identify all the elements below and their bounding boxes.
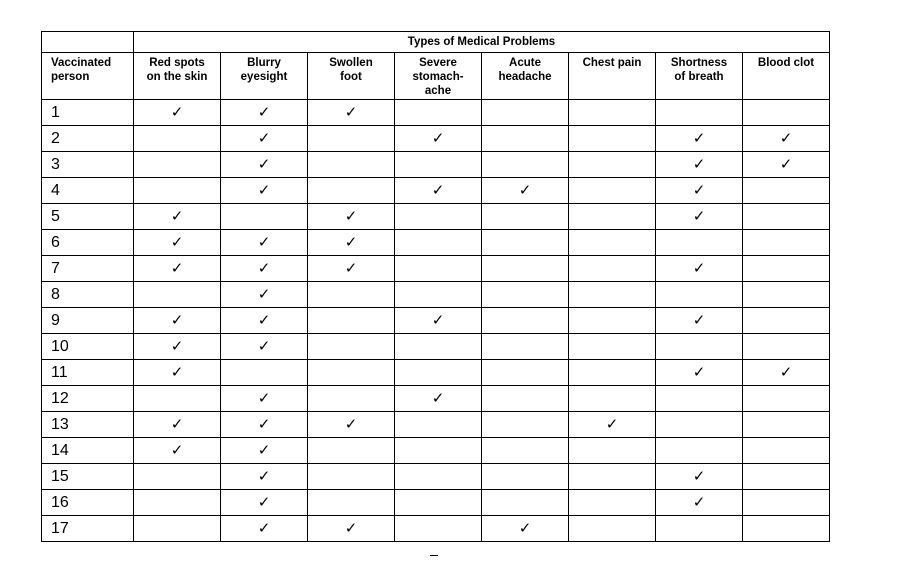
empty-cell [482, 308, 569, 334]
check-mark-icon: ✓ [257, 259, 271, 277]
empty-cell [482, 360, 569, 386]
empty-cell [569, 360, 656, 386]
empty-cell [308, 334, 395, 360]
person-number-cell: 1 [42, 100, 134, 126]
empty-cell [743, 334, 830, 360]
check-mark-cell [395, 386, 482, 412]
check-mark-icon: ✓ [257, 389, 271, 407]
check-mark-cell [221, 490, 308, 516]
empty-cell [395, 412, 482, 438]
empty-cell [569, 152, 656, 178]
empty-cell [743, 516, 830, 542]
empty-cell [656, 516, 743, 542]
person-number-cell: 12 [42, 386, 134, 412]
empty-cell [656, 438, 743, 464]
check-mark-cell [221, 230, 308, 256]
header-problem: Swollen foot [308, 53, 395, 100]
table-row [42, 178, 830, 204]
check-mark-icon: ✓ [692, 259, 706, 277]
empty-cell [221, 360, 308, 386]
check-mark-cell [395, 178, 482, 204]
empty-cell [308, 178, 395, 204]
check-mark-icon: ✓ [344, 519, 358, 537]
check-mark-cell [308, 100, 395, 126]
empty-cell [743, 386, 830, 412]
check-mark-icon: ✓ [257, 441, 271, 459]
empty-cell [743, 230, 830, 256]
person-number-cell: 10 [42, 334, 134, 360]
empty-cell [308, 282, 395, 308]
empty-cell [656, 230, 743, 256]
check-mark-cell [656, 256, 743, 282]
check-mark-cell [656, 308, 743, 334]
check-mark-cell [134, 334, 221, 360]
empty-cell [482, 204, 569, 230]
person-number-cell: 11 [42, 360, 134, 386]
person-number-cell: 2 [42, 126, 134, 152]
person-number-cell: 17 [42, 516, 134, 542]
empty-cell [308, 464, 395, 490]
check-mark-cell [743, 126, 830, 152]
check-mark-cell [134, 256, 221, 282]
table-row [42, 490, 830, 516]
check-mark-icon: ✓ [692, 467, 706, 485]
empty-cell [395, 230, 482, 256]
empty-cell [569, 204, 656, 230]
table-row [42, 100, 830, 126]
header-row [42, 53, 830, 100]
person-number-cell: 8 [42, 282, 134, 308]
check-mark-cell [656, 464, 743, 490]
empty-cell [743, 464, 830, 490]
empty-cell [482, 230, 569, 256]
empty-cell [395, 204, 482, 230]
person-number-cell: 13 [42, 412, 134, 438]
check-mark-cell [221, 438, 308, 464]
check-mark-cell [221, 464, 308, 490]
empty-cell [569, 464, 656, 490]
empty-cell [308, 152, 395, 178]
check-mark-cell [134, 438, 221, 464]
empty-cell [395, 100, 482, 126]
check-mark-icon: ✓ [692, 311, 706, 329]
person-number-cell: 9 [42, 308, 134, 334]
header-problem: Severe stomach- ache [395, 53, 482, 100]
check-mark-icon: ✓ [692, 363, 706, 381]
check-mark-icon: ✓ [257, 181, 271, 199]
person-number-cell: 3 [42, 152, 134, 178]
check-mark-icon: ✓ [344, 415, 358, 433]
check-mark-cell [221, 126, 308, 152]
check-mark-cell [134, 204, 221, 230]
check-mark-icon: ✓ [170, 441, 184, 459]
person-number-cell: 7 [42, 256, 134, 282]
check-mark-cell [221, 152, 308, 178]
check-mark-icon: ✓ [170, 259, 184, 277]
check-mark-cell [134, 360, 221, 386]
empty-cell [482, 282, 569, 308]
title-row [42, 32, 830, 53]
check-mark-cell [656, 490, 743, 516]
check-mark-cell [221, 334, 308, 360]
person-number-cell: 14 [42, 438, 134, 464]
empty-cell [134, 386, 221, 412]
empty-cell [395, 464, 482, 490]
empty-cell [743, 178, 830, 204]
check-mark-cell [221, 256, 308, 282]
person-number-cell: 5 [42, 204, 134, 230]
check-mark-icon: ✓ [431, 181, 445, 199]
check-mark-icon: ✓ [692, 207, 706, 225]
check-mark-cell [656, 204, 743, 230]
empty-cell [656, 282, 743, 308]
empty-cell [395, 360, 482, 386]
check-mark-cell [221, 308, 308, 334]
check-mark-icon: ✓ [257, 129, 271, 147]
check-mark-cell [134, 100, 221, 126]
empty-cell [569, 438, 656, 464]
check-mark-cell [656, 360, 743, 386]
empty-cell [395, 516, 482, 542]
check-mark-cell [134, 412, 221, 438]
check-mark-icon: ✓ [257, 519, 271, 537]
check-mark-cell [308, 412, 395, 438]
check-mark-icon: ✓ [518, 181, 532, 199]
empty-cell [569, 308, 656, 334]
check-mark-cell [134, 230, 221, 256]
empty-cell [134, 464, 221, 490]
header-vaccinated-person: Vaccinated person [42, 53, 134, 100]
header-problem: Red spots on the skin [134, 53, 221, 100]
check-mark-icon: ✓ [257, 155, 271, 173]
check-mark-icon: ✓ [257, 415, 271, 433]
empty-cell [308, 438, 395, 464]
empty-cell [308, 490, 395, 516]
check-mark-cell [221, 516, 308, 542]
check-mark-icon: ✓ [692, 129, 706, 147]
check-mark-cell [221, 282, 308, 308]
page-footer-mark [430, 555, 438, 558]
person-number-cell: 6 [42, 230, 134, 256]
empty-cell [308, 360, 395, 386]
check-mark-icon: ✓ [170, 103, 184, 121]
empty-cell [395, 152, 482, 178]
check-mark-icon: ✓ [344, 259, 358, 277]
empty-cell [482, 386, 569, 412]
check-mark-cell [743, 152, 830, 178]
check-mark-cell [395, 308, 482, 334]
empty-cell [656, 386, 743, 412]
check-mark-icon: ✓ [257, 467, 271, 485]
check-mark-cell [308, 230, 395, 256]
empty-cell [743, 282, 830, 308]
check-mark-icon: ✓ [692, 155, 706, 173]
check-mark-icon: ✓ [170, 233, 184, 251]
table-row [42, 152, 830, 178]
check-mark-icon: ✓ [692, 181, 706, 199]
empty-cell [308, 308, 395, 334]
empty-cell [569, 100, 656, 126]
check-mark-icon: ✓ [170, 415, 184, 433]
empty-cell [395, 282, 482, 308]
empty-cell [482, 412, 569, 438]
check-mark-icon: ✓ [518, 519, 532, 537]
empty-cell [395, 334, 482, 360]
empty-cell [569, 126, 656, 152]
table-row [42, 438, 830, 464]
empty-cell [743, 256, 830, 282]
empty-cell [656, 100, 743, 126]
empty-cell [482, 126, 569, 152]
empty-cell [569, 230, 656, 256]
check-mark-cell [656, 126, 743, 152]
blank-corner-cell [42, 32, 134, 53]
empty-cell [569, 178, 656, 204]
header-problem: Chest pain [569, 53, 656, 100]
empty-cell [569, 386, 656, 412]
empty-cell [743, 204, 830, 230]
check-mark-icon: ✓ [344, 207, 358, 225]
empty-cell [134, 178, 221, 204]
header-problem: Acute headache [482, 53, 569, 100]
empty-cell [134, 282, 221, 308]
empty-cell [134, 152, 221, 178]
check-mark-icon: ✓ [692, 493, 706, 511]
empty-cell [482, 152, 569, 178]
check-mark-icon: ✓ [170, 363, 184, 381]
check-mark-cell [221, 386, 308, 412]
table-body [42, 100, 830, 542]
check-mark-cell [395, 126, 482, 152]
check-mark-icon: ✓ [257, 103, 271, 121]
check-mark-icon: ✓ [779, 363, 793, 381]
group-title: Types of Medical Problems [134, 32, 830, 53]
empty-cell [656, 334, 743, 360]
empty-cell [482, 464, 569, 490]
check-mark-icon: ✓ [344, 233, 358, 251]
empty-cell [569, 334, 656, 360]
empty-cell [395, 438, 482, 464]
empty-cell [569, 282, 656, 308]
check-mark-icon: ✓ [344, 103, 358, 121]
header-problem: Blurry eyesight [221, 53, 308, 100]
table-row [42, 230, 830, 256]
empty-cell [482, 438, 569, 464]
table-row [42, 516, 830, 542]
empty-cell [482, 490, 569, 516]
check-mark-cell [221, 178, 308, 204]
empty-cell [656, 412, 743, 438]
check-mark-icon: ✓ [779, 155, 793, 173]
check-mark-icon: ✓ [257, 311, 271, 329]
medical-problems-table [41, 31, 830, 542]
check-mark-cell [656, 178, 743, 204]
check-mark-cell [134, 308, 221, 334]
empty-cell [308, 126, 395, 152]
check-mark-icon: ✓ [170, 207, 184, 225]
empty-cell [569, 516, 656, 542]
table-row [42, 308, 830, 334]
empty-cell [395, 490, 482, 516]
check-mark-icon: ✓ [170, 337, 184, 355]
check-mark-icon: ✓ [605, 415, 619, 433]
check-mark-cell [308, 516, 395, 542]
empty-cell [134, 126, 221, 152]
table-row [42, 464, 830, 490]
empty-cell [743, 100, 830, 126]
check-mark-icon: ✓ [257, 285, 271, 303]
check-mark-icon: ✓ [257, 337, 271, 355]
empty-cell [221, 204, 308, 230]
check-mark-cell [221, 412, 308, 438]
check-mark-cell [308, 256, 395, 282]
table-row [42, 386, 830, 412]
check-mark-cell [743, 360, 830, 386]
check-mark-icon: ✓ [431, 311, 445, 329]
header-problem: Blood clot [743, 53, 830, 100]
check-mark-icon: ✓ [431, 129, 445, 147]
check-mark-icon: ✓ [170, 311, 184, 329]
check-mark-cell [656, 152, 743, 178]
header-problem: Shortness of breath [656, 53, 743, 100]
empty-cell [134, 516, 221, 542]
empty-cell [743, 490, 830, 516]
person-number-cell: 16 [42, 490, 134, 516]
check-mark-cell [482, 516, 569, 542]
empty-cell [134, 490, 221, 516]
check-mark-icon: ✓ [779, 129, 793, 147]
table-row [42, 360, 830, 386]
empty-cell [482, 256, 569, 282]
empty-cell [743, 438, 830, 464]
empty-cell [395, 256, 482, 282]
empty-cell [482, 334, 569, 360]
check-mark-cell [569, 412, 656, 438]
table-row [42, 334, 830, 360]
table-row [42, 126, 830, 152]
person-number-cell: 15 [42, 464, 134, 490]
table-row [42, 256, 830, 282]
empty-cell [743, 308, 830, 334]
check-mark-icon: ✓ [257, 233, 271, 251]
table-row [42, 204, 830, 230]
check-mark-cell [221, 100, 308, 126]
empty-cell [482, 100, 569, 126]
check-mark-icon: ✓ [257, 493, 271, 511]
check-mark-cell [482, 178, 569, 204]
empty-cell [569, 490, 656, 516]
check-mark-icon: ✓ [431, 389, 445, 407]
person-number-cell: 4 [42, 178, 134, 204]
empty-cell [569, 256, 656, 282]
table-row [42, 282, 830, 308]
empty-cell [743, 412, 830, 438]
table-row [42, 412, 830, 438]
empty-cell [308, 386, 395, 412]
check-mark-cell [308, 204, 395, 230]
